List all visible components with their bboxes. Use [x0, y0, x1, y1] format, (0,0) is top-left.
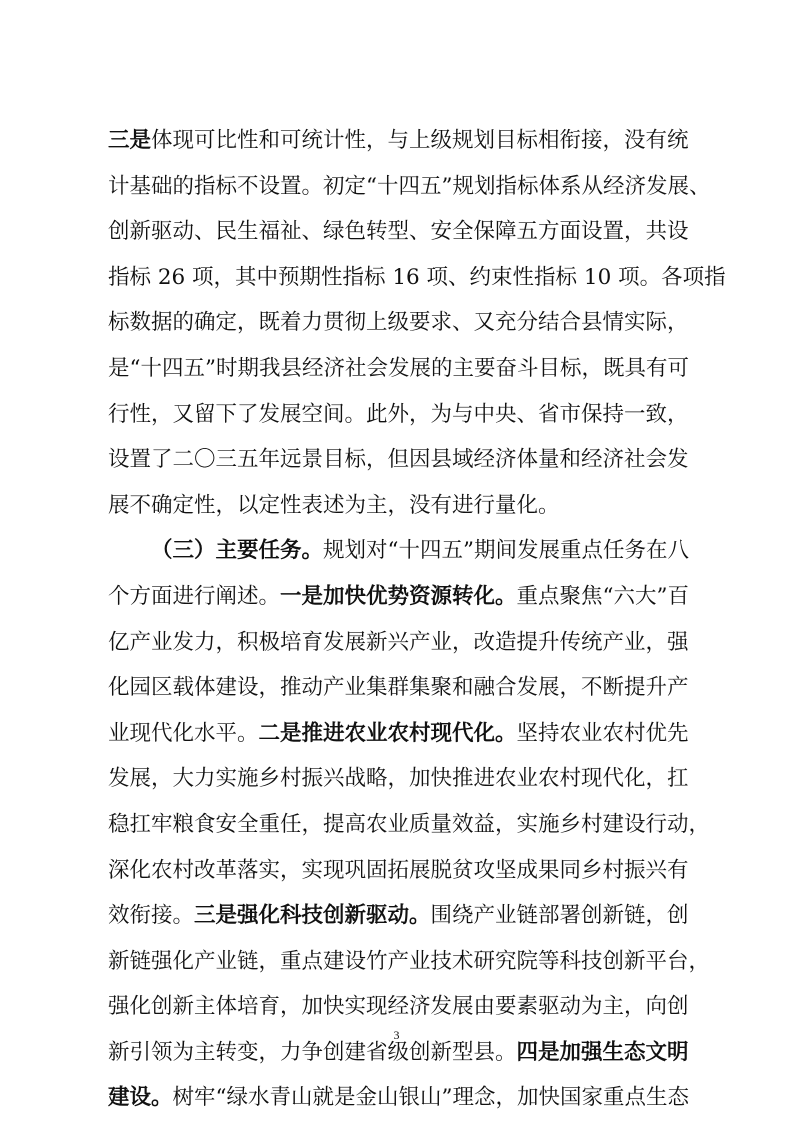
- body-text: [108, 118, 726, 1121]
- text-line: [108, 984, 688, 1030]
- text-run: 稳扛牢粮食安全重任，提高农业质量效益，实施乡村建设行动，: [108, 811, 711, 837]
- text-line: [108, 392, 688, 438]
- text-line: [108, 665, 688, 711]
- text-line: [108, 164, 711, 210]
- text-line: [108, 711, 688, 757]
- text-run: 发展，大力实施乡村振兴战略，加快推进农业农村现代化，扛: [108, 766, 689, 792]
- text-run: 行性，又留下了发展空间。此外，为与中央、省市保持一致，: [108, 401, 689, 427]
- text-run: 标数据的确定，既着力贯彻上级要求、又充分结合县情实际，: [108, 310, 689, 336]
- text-run: 设置了二〇三五年远景目标，但因县域经济体量和经济社会发: [108, 447, 689, 473]
- text-run: 业现代化水平。: [108, 720, 259, 746]
- text-run: 是“十四五”时期我县经济社会发展的主要奋斗目标，既具有可: [108, 355, 689, 381]
- text-line: [108, 939, 711, 985]
- text-line: [108, 483, 688, 529]
- text-run: 创新驱动、民生福祉、绿色转型、安全保障五方面设置，共设: [108, 219, 689, 245]
- text-run: 指标 26 项，其中预期性指标 16 项、约束性指标 10 项。各项指: [108, 264, 726, 290]
- text-line: [108, 848, 688, 894]
- bold-text-run: 一是加快优势资源转化。: [280, 583, 517, 609]
- bold-text-run: （三）主要任务。: [151, 538, 324, 564]
- text-line: [108, 620, 688, 666]
- bold-text-run: 建设。: [108, 1085, 173, 1111]
- text-run: 计基础的指标不设置。初定“十四五”规划指标体系从经济发展、: [108, 173, 711, 199]
- text-line: [108, 300, 688, 346]
- bold-text-run: 三是: [108, 128, 152, 153]
- text-run: 化园区载体建设，推动产业集群集聚和融合发展，不断提升产: [108, 675, 689, 701]
- text-line: [108, 209, 688, 255]
- text-run: 重点聚焦“六大”百: [516, 583, 690, 609]
- text-line: [108, 756, 688, 802]
- text-run: 亿产业发力，积极培育发展新兴产业，改造提升传统产业，强: [108, 629, 689, 655]
- text-run: 展不确定性，以定性表述为主，没有进行量化。: [108, 492, 560, 518]
- text-run: 围绕产业链部署创新链，创: [430, 903, 689, 929]
- text-line: [108, 1075, 688, 1121]
- text-run: 强化创新主体培育，加快实现经济发展由要素驱动为主，向创: [108, 994, 689, 1020]
- text-run: 体现可比性和可统计性，与上级规划目标相衔接，没有统: [151, 128, 689, 153]
- text-line: [108, 893, 688, 939]
- text-run: 新链强化产业链，重点建设竹产业技术研究院等科技创新平台，: [108, 948, 711, 974]
- text-line: [108, 802, 711, 848]
- page-number: 3: [393, 1028, 400, 1042]
- text-line: [108, 528, 688, 574]
- text-run: 个方面进行阐述。: [108, 583, 281, 609]
- text-run: 效衔接。: [108, 903, 195, 929]
- text-line: [108, 574, 688, 620]
- text-run: 深化农村改革落实，实现巩固拓展脱贫攻坚成果同乡村振兴有: [108, 857, 689, 883]
- bold-text-run: 二是推进农业农村现代化。: [258, 720, 517, 746]
- text-line: [108, 255, 726, 301]
- text-run: 坚持农业农村优先: [516, 720, 689, 746]
- bold-text-run: 四是加强生态文明: [516, 1039, 689, 1065]
- text-line: [108, 118, 688, 164]
- text-line: [108, 437, 688, 483]
- bold-text-run: 三是强化科技创新驱动。: [194, 903, 431, 929]
- text-run: 树牢“绿水青山就是金山银山”理念，加快国家重点生态: [172, 1085, 690, 1111]
- text-run: 规划对“十四五”期间发展重点任务在八: [323, 538, 690, 564]
- text-run: 新引领为主转变，力争创建省级创新型县。: [108, 1039, 517, 1065]
- text-line: [108, 346, 688, 392]
